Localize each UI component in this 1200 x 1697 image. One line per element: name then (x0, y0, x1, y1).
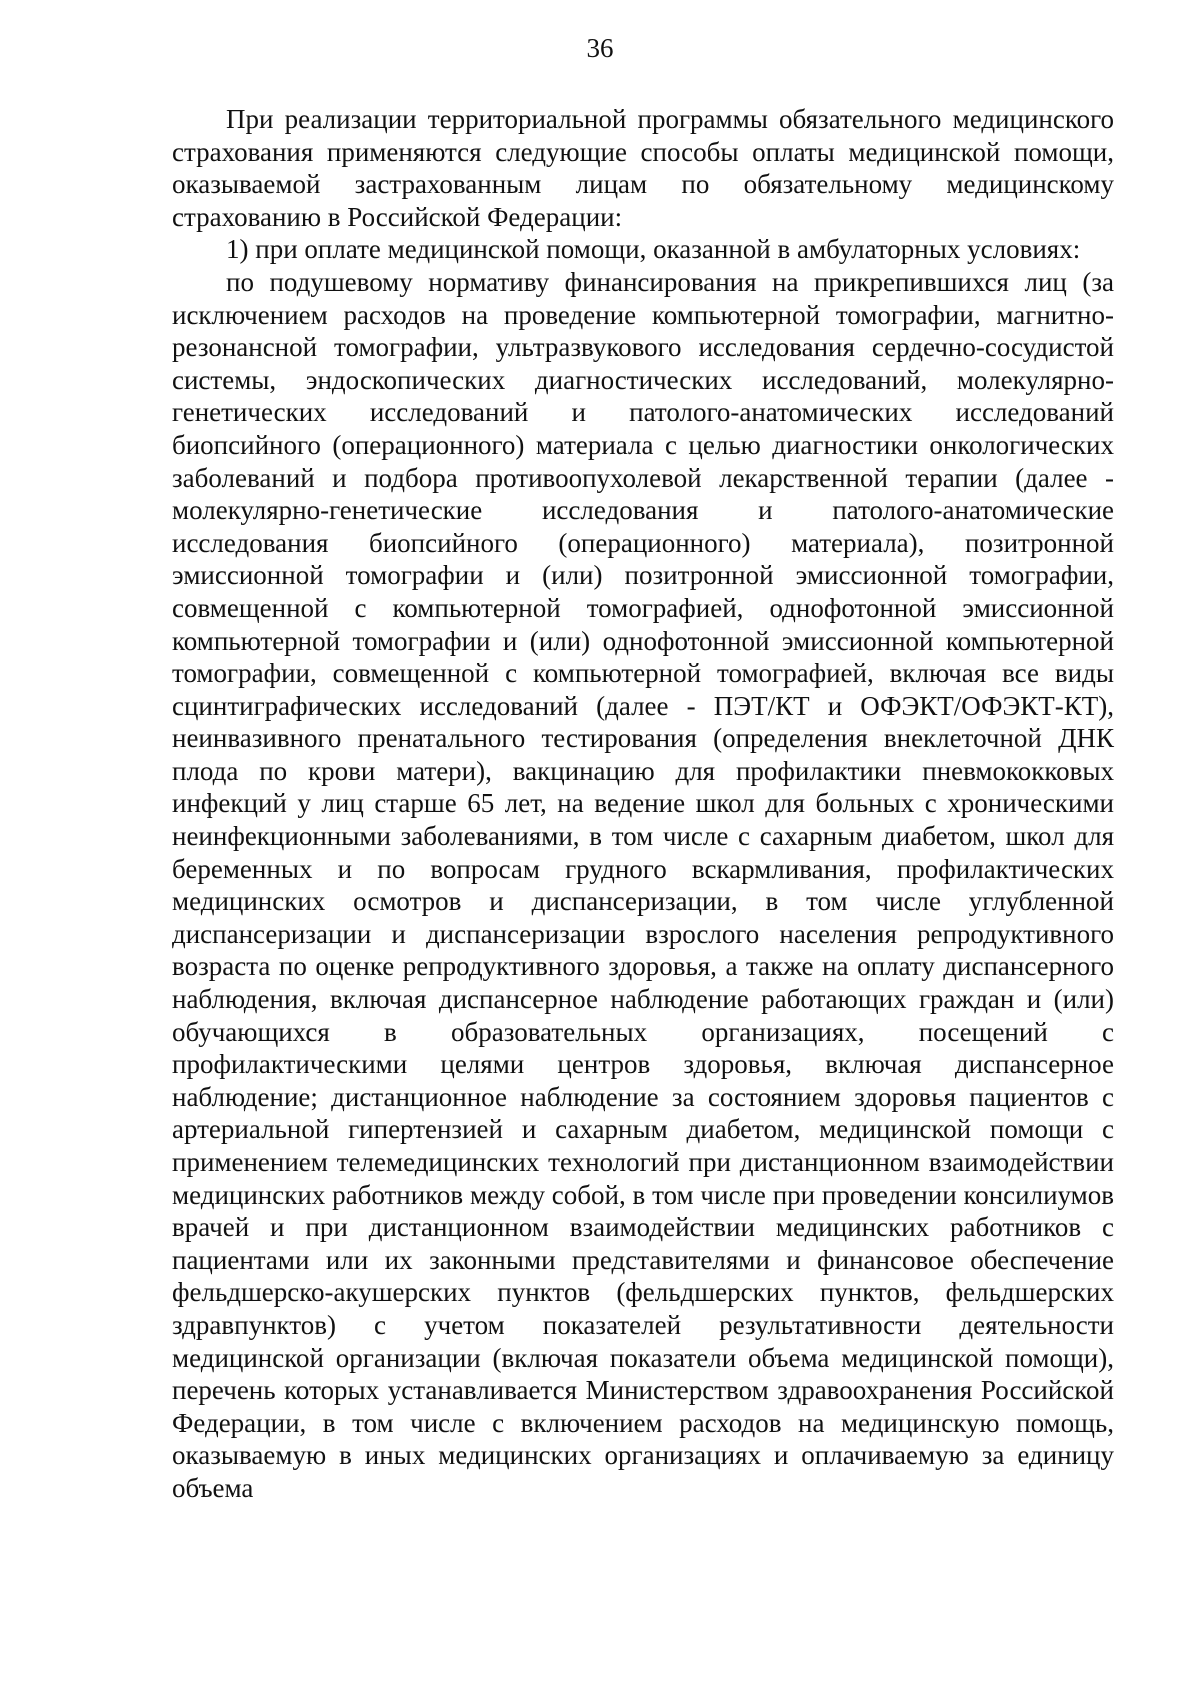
body-text (172, 103, 1114, 1505)
page-number: 36 (586, 33, 614, 63)
per-capita-funding-paragraph: по подушевому нормативу финансирования на прикрепившихся лиц (за исключением расходов на проведение компьютерной томографии, магнитно-резонансной томографии, ультразвукового исследования сердечно-сосудистой системы, эндоскопических диагностических исследований, молекулярно-генетических исследований и патолого-анатомических исследований биопсийного (операционного) материала с целью диагностики онкологических заболеваний и подбора противоопухолевой лекарственной терапии (далее - молекулярно-генетические исследования и патолого-анатомические исследования биопсийного (операционного) материала), позитронной эмиссионной томографии и (или) позитронной эмиссионной томографии, совмещенной с компьютерной томографией, однофотонной эмиссионной компьютерной томографии и (или) однофотонной эмиссионной компьютерной томографии, совмещенной с компьютерной томографией, включая все виды сцинтиграфических исследований (далее - ПЭТ/КТ и ОФЭКТ/ОФЭКТ-КТ), неинвазивного пренатального тестирования (определения внеклеточной ДНК плода по крови матери), вакцинацию для профилактики пневмококковых инфекций у лиц старше 65 лет, на ведение школ для больных с хроническими неинфекционными заболеваниями, в том числе с сахарным диабетом, школ для беременных и по вопросам грудного вскармливания, профилактических медицинских осмотров и диспансеризации, в том числе углубленной диспансеризации и диспансеризации взрослого населения репродуктивного возраста по оценке репродуктивного здоровья, а также на оплату диспансерного наблюдения, включая диспансерное наблюдение работающих граждан и (или) обучающихся в образовательных организациях, посещений с профилактическими целями центров здоровья, включая диспансерное наблюдение; дистанционное наблюдение за состоянием здоровья пациентов с артериальной гипертензией и сахарным диабетом, медицинской помощи с применением телемедицинских технологий при дистанционном взаимодействии медицинских работников между собой, в том числе при проведении консилиумов врачей и при дистанционном взаимодействии медицинских работников с пациентами или их законными представителями и финансовое обеспечение фельдшерско-акушерских пунктов (фельдшерских пунктов, фельдшерских здравпунктов) с учетом показателей результативности деятельности медицинской организации (включая показатели объема медицинской помощи), перечень которых устанавливается Министерством здравоохранения Российской Федерации, в том числе с включением расходов на медицинскую помощь, оказываемую в иных медицинских организациях и оплачиваемую за единицу объема (172, 266, 1114, 1503)
list-item-1-paragraph: 1) при оплате медицинской помощи, оказанной в амбулаторных условиях: (226, 234, 1081, 265)
intro-paragraph: При реализации территориальной программы обязательного медицинского страхования применяются следующие способы оплаты медицинской помощи, оказываемой застрахованным лицам по обязательному медицинскому страхованию в Российской Федерации: (172, 104, 1114, 232)
